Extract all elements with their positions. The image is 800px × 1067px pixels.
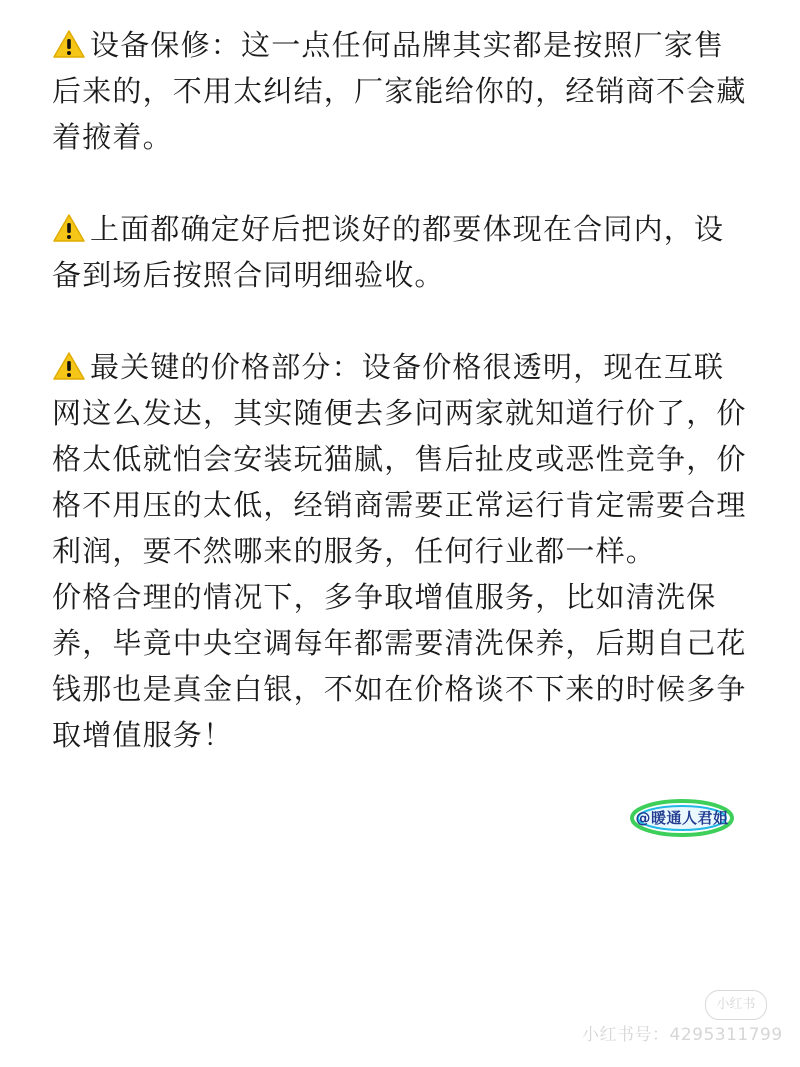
warning-icon bbox=[52, 29, 86, 59]
author-tag: @暖通人君姐 bbox=[635, 809, 729, 827]
article-body bbox=[52, 22, 752, 758]
paragraph-text: 设备保修：这一点任何品牌其实都是按照厂家售后来的，不用太纠结，厂家能给你的，经销商不会藏着掖着。 bbox=[52, 28, 747, 154]
xiaohongshu-account-id: 小红书号：4295311799 bbox=[582, 1025, 783, 1045]
paragraph-text: 上面都确定好后把谈好的都要体现在合同内，设备到场后按照合同明细验收。 bbox=[52, 212, 725, 292]
paragraph-warranty bbox=[52, 22, 752, 160]
warning-icon bbox=[52, 213, 86, 243]
xiaohongshu-logo: 小红书 bbox=[705, 990, 767, 1020]
paragraph-price bbox=[52, 344, 752, 574]
paragraph-text: 价格合理的情况下，多争取增值服务，比如清洗保养，毕竟中央空调每年都需要清洗保养，后期自己花钱那也是真金白银，不如在价格谈不下来的时候多争取增值服务！ bbox=[52, 580, 747, 752]
paragraph-contract bbox=[52, 206, 752, 298]
paragraph-text: 最关键的价格部分：设备价格很透明，现在互联网这么发达，其实随便去多问两家就知道行价了，价格太低就怕会安装玩猫腻，售后扯皮或恶性竞争，价格不用压的太低，经销商需要正常运行肯定需要合理利润，要不然哪来的服务，任何行业都一样。 bbox=[52, 350, 747, 568]
paragraph-value-added bbox=[52, 574, 752, 758]
warning-icon bbox=[52, 351, 86, 381]
author-watermark-badge bbox=[628, 795, 736, 841]
